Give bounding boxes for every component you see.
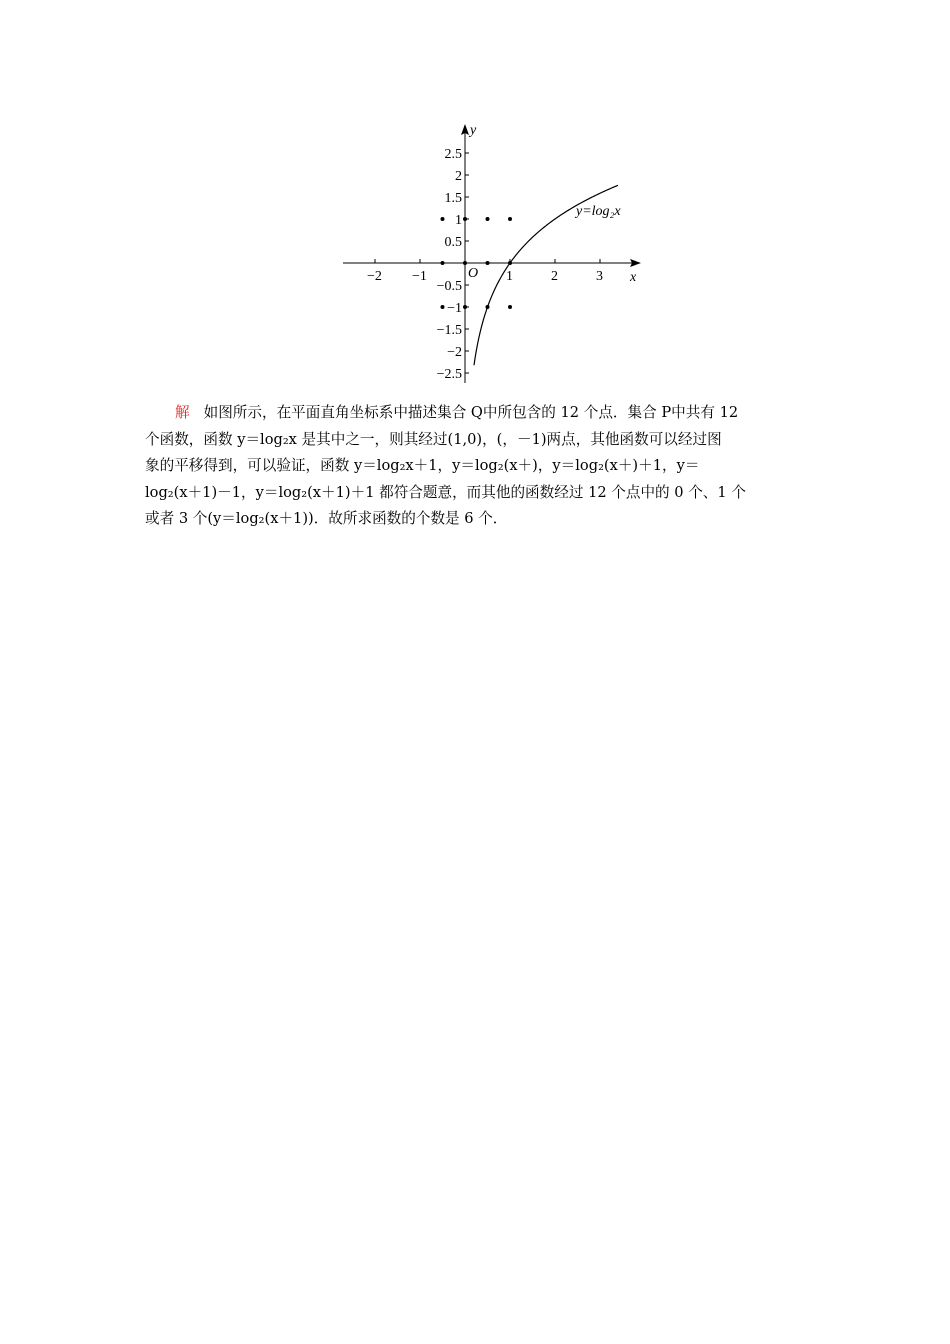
x-tick-label: 1 bbox=[506, 269, 513, 284]
point-q bbox=[508, 217, 512, 221]
point-q bbox=[486, 217, 490, 221]
solution-text bbox=[145, 400, 815, 533]
point-q bbox=[463, 217, 467, 221]
solution-line-text: 如图所示，在平面直角坐标系中描述集合 Q中所包含的 12 个点．集合 P中共有 12 bbox=[203, 404, 739, 421]
solution-label: 解 bbox=[175, 404, 190, 421]
y-tick-label: 2 bbox=[455, 169, 462, 184]
point-q bbox=[441, 217, 445, 221]
y-tick-label: −0.5 bbox=[436, 279, 462, 294]
origin-label: O bbox=[468, 266, 479, 281]
solution-line: 或者 3 个(y＝log₂(x＋1))．故所求函数的个数是 6 个． bbox=[145, 510, 508, 527]
coordinate-figure bbox=[330, 118, 650, 388]
y-axis-label: y bbox=[470, 123, 477, 138]
solution-line: log₂(x＋1)－1，y＝log₂(x＋1)＋1 都符合题意，而其他的函数经过 12 个点中的 0 个、1 个 bbox=[145, 483, 746, 501]
curve-label: y=log₂x bbox=[576, 204, 621, 219]
x-tick-label: −1 bbox=[412, 269, 427, 284]
point-q bbox=[441, 261, 445, 265]
y-tick-label: 1.5 bbox=[444, 191, 462, 206]
y-tick-label: 1 bbox=[455, 213, 462, 228]
solution-line: 象的平移得到，可以验证，函数 y＝log₂x＋1，y＝log₂(x＋)，y＝log₂(x＋)＋1，y＝ bbox=[145, 457, 700, 474]
axes bbox=[343, 124, 641, 383]
point-q bbox=[508, 305, 512, 309]
y-tick-label: −1.5 bbox=[436, 323, 462, 338]
y-tick-label: −1 bbox=[447, 301, 462, 316]
point-q bbox=[463, 305, 467, 309]
solution-line bbox=[145, 400, 815, 427]
x-tick-label: 3 bbox=[596, 269, 603, 284]
x-tick-label: −2 bbox=[367, 269, 382, 284]
x-axis-label: x bbox=[630, 270, 637, 285]
x-tick-label: 2 bbox=[551, 269, 558, 284]
y-tick-label: 2.5 bbox=[444, 147, 462, 162]
point-q bbox=[441, 305, 445, 309]
y-tick-label: −2.5 bbox=[436, 367, 462, 382]
point-q bbox=[486, 305, 490, 309]
point-q bbox=[508, 261, 512, 265]
solution-line: 个函数，函数 y＝log₂x 是其中之一，则其经过(1,0)，(，－1)两点，其他函数可以经过图 bbox=[145, 430, 722, 448]
y-tick-label: −2 bbox=[447, 345, 462, 360]
point-q bbox=[486, 261, 490, 265]
y-tick-label: 0.5 bbox=[444, 235, 462, 250]
point-q bbox=[463, 261, 467, 265]
